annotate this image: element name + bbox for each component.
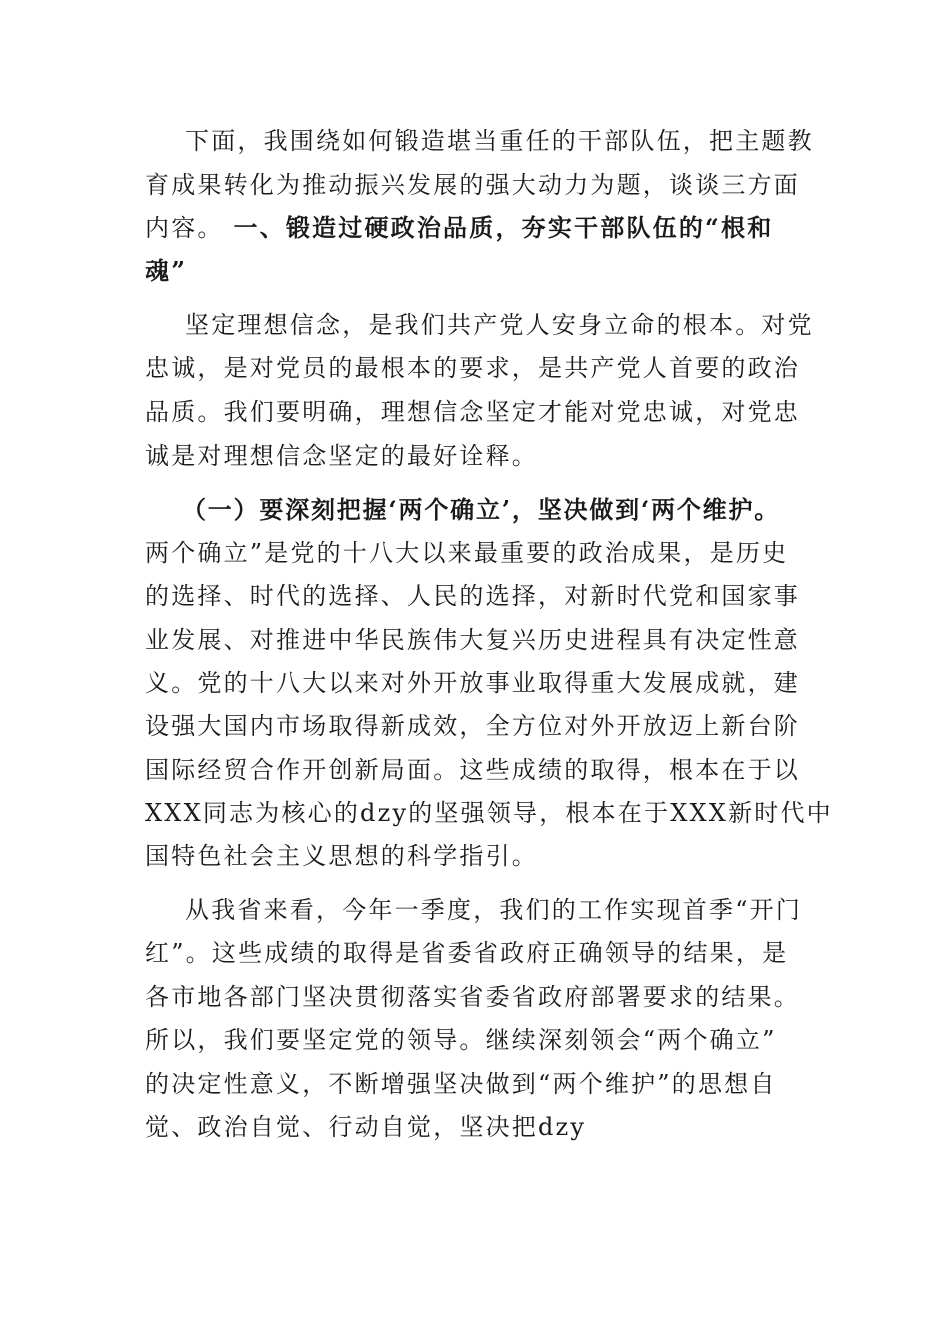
section-heading-1-cont: 魂” [145,256,188,285]
section1-line-5: 设强大国内市场取得新成效，全方位对外开放迈上新台阶 [145,712,800,740]
section-heading-1: 一、锻造过硬政治品质，夯实干部队伍的“根和 [233,213,774,242]
section1-line-3: 业发展、对推进中华民族伟大复兴历史进程具有决定性意 [145,626,800,654]
section1-line-1: 两个确立”是党的十八大以来最重要的政治成果，是历史 [145,539,789,567]
section1-line-4: 义。党的十八大以来对外开放事业取得重大发展成就，建 [145,669,800,697]
para2-line-2: 红”。这些成绩的取得是省委省政府正确领导的结果，是 [145,939,789,967]
para2-line-6: 觉、政治自觉、行动自觉，坚决把dzy [145,1113,587,1141]
section1-line-6: 国际经贸合作开创新局面。这些成绩的取得，根本在于以 [145,756,800,784]
para1-line-1: 坚定理想信念，是我们共产党人安身立命的根本。对党 [185,311,814,339]
para2-line-3: 各市地各部门坚决贯彻落实省委省政府部署要求的结果。 [145,983,800,1011]
para1-line-3: 品质。我们要明确，理想信念坚定才能对党忠诚，对党忠 [145,398,800,426]
intro-line-2: 育成果转化为推动振兴发展的强大动力为题，谈谈三方面 [145,171,800,199]
section1-line-8: 国特色社会主义思想的科学指引。 [145,842,538,870]
para1-line-4: 诚是对理想信念坚定的最好诠释。 [145,442,538,470]
section1-line-7: XXX同志为核心的dzy的坚强领导，根本在于XXX新时代中 [145,799,833,827]
para2-line-5: 的决定性意义，不断增强坚决做到“两个维护”的思想自 [145,1070,777,1098]
intro-line-3-plain: 内容。 [145,214,224,242]
section1-line-2: 的选择、时代的选择、人民的选择，对新时代党和国家事 [145,582,800,610]
para2-line-4: 所以，我们要坚定党的领导。继续深刻领会“两个确立” [145,1026,777,1054]
para1-line-2: 忠诚，是对党员的最根本的要求，是共产党人首要的政治 [145,354,800,382]
intro-line-3 [145,213,815,243]
intro-line-1: 下面，我围绕如何锻造堪当重任的干部队伍，把主题教 [185,127,814,155]
subsection-heading-1: （一）要深刻把握‘两个确立’，坚决做到‘两个维护。 [182,495,781,524]
para2-line-1: 从我省来看，今年一季度，我们的工作实现首季“开门 [185,896,803,924]
